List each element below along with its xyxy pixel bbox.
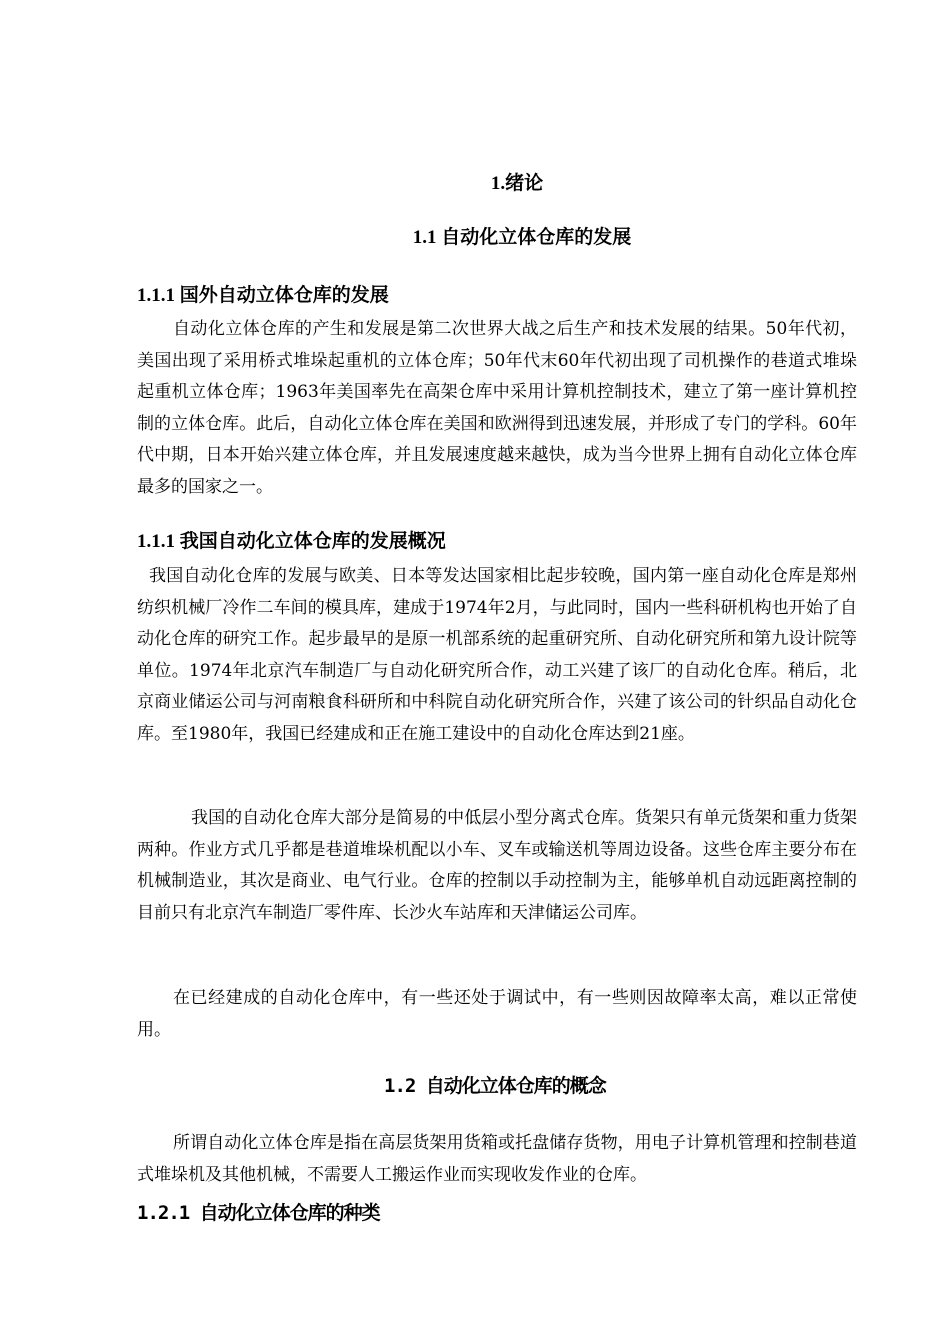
- paragraph-domestic-status: 在已经建成的自动化仓库中，有一些还处于调试中，有一些则因故障率太高，难以正常使用。: [137, 988, 857, 1040]
- paragraph-domestic-development: 我国自动化仓库的发展与欧美、日本等发达国家相比起步较晚，国内第一座自动化仓库是郑州纺织机械厂冷作二车间的模具库，建成于1974年2月，与此同时，国内一些科研机构也开始了自动化仓库的研究工作。起步最早的是原一机部系统的起重研究所、自动化研究所和第九设计院等单位。1974年北京汽车制造厂与自动化研究所合作，动工兴建了该厂的自动化仓库。稍后，北京商业储运公司与河南粮食科研所和中科院自动化研究所合作，兴建了该公司的针织品自动化仓库。至1980年，我国已经建成和正在施工建设中的自动化仓库达到21座。: [137, 566, 857, 744]
- paragraph-concept: 所谓自动化立体仓库是指在高层货架用货箱或托盘储存货物，用电子计算机管理和控制巷道式堆垛机及其他机械，不需要人工搬运作业而实现收发作业的仓库。: [137, 1133, 857, 1185]
- paragraph-foreign-development: 自动化立体仓库的产生和发展是第二次世界大战之后生产和技术发展的结果。50年代初，美国出现了采用桥式堆垛起重机的立体仓库；50年代末60年代初出现了司机操作的巷道式堆垛起重机立体仓库；1963年美国率先在高架仓库中采用计算机控制技术，建立了第一座计算机控制的立体仓库。此后，自动化立体仓库在美国和欧洲得到迅速发展，并形成了专门的学科。60年代中期，日本开始兴建立体仓库，并且发展速度越来越快，成为当今世界上拥有自动化立体仓库最多的国家之一。: [137, 319, 857, 497]
- subsection-heading-domestic: 1.1.1 我国自动化立体仓库的发展概况: [137, 531, 446, 552]
- chapter-title: 1.绪论: [490, 173, 544, 194]
- section-heading-1-2: 1.2 自动化立体仓库的概念: [384, 1075, 606, 1097]
- subsection-heading-foreign: 1.1.1 国外自动立体仓库的发展: [137, 285, 389, 306]
- paragraph-domestic-characteristics: 我国的自动化仓库大部分是简易的中低层小型分离式仓库。货架只有单元货架和重力货架两种。作业方式几乎都是巷道堆垛机配以小车、叉车或输送机等周边设备。这些仓库主要分布在机械制造业，其次是商业、电气行业。仓库的控制以手动控制为主，能够单机自动远距离控制的目前只有北京汽车制造厂零件库、长沙火车站库和天津储运公司库。: [137, 808, 857, 923]
- subsection-heading-types: 1.2.1 自动化立体仓库的种类: [137, 1202, 380, 1224]
- section-heading-1-1: 1.1 自动化立体仓库的发展: [412, 227, 632, 248]
